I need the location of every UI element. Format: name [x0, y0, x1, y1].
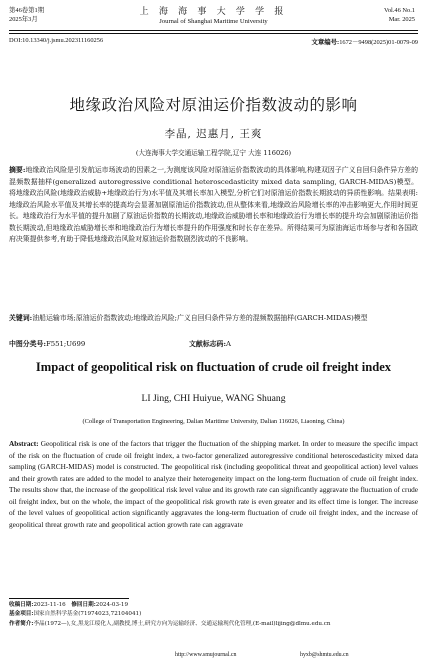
header-journal-name [0, 5, 427, 26]
date-en: Mar. 2025 [388, 16, 415, 23]
received-label: 收稿日期: [9, 602, 34, 608]
article-no: 1672－9498(2025)01-0079-09 [339, 39, 418, 46]
abstract-en-text: Geopolitical risk is one of the factors that trigger the fluctuation of the shipping market. In order to measure the specific impact of the risk on the fluctuation of crude oil freight index, a two-factor generalized autoregressive conditional heteroscedasticity mixed data sampling (GARCH-MIDAS) model is constructed. The geopolitical risk (including geopolitical threat and geopolitical action) level values and their growth rates are added to the model to analyze their heterogeneity impact on the long-term fluctuation of crude oil freight index. The results show that, the increase of the geopolitical risk level value and its growth rate can significantly aggravate the fluctuation of crude oil freight index, but on the whole, the impact of the geopolitical risk growth rate is even greater and its effect time is longer. The increase of the level values of geopolitical action significantly aggravates the long-term fluctuation of crude oil freight index, and the increase of geopolitical threat growth rate and geopolitical action growth rate can aggravate [9, 439, 419, 529]
affiliation-en: (College of Transportation Engineering, Dalian Maritime University, Dalian 116026, Liaoning, China) [82, 418, 345, 425]
doi: DOI:10.13340/j.jsmu.202311160256 [9, 37, 104, 44]
header-issue-en [384, 6, 415, 24]
journal-name-en: Journal of Shanghai Maritime University [159, 18, 268, 25]
journal-header [0, 0, 427, 34]
journal-email[interactable]: hyxb@shmtu.edu.cn [300, 652, 349, 658]
author-footnote [9, 620, 418, 629]
date-cn: 2025年3月 [9, 16, 38, 23]
abstract-cn-text: 地缘政治风险是引发航运市场波动的因素之一,为测度该风险对原油运价指数波动的具体影响,构建双因子广义自回归条件异方差的混频数据抽样(generalized autoregressive conditional heteroscedasticity mixed data sampling, GARCH-MIDAS)模型。将地缘政治风险(地缘政治威胁+地缘政治行为)水平值及其增长率加入模型,分析它们对原油运价指数长期波动的异质性影响。结果表明:地缘政治风险水平值及其增长率的提高均会显著加剧原油运价指数波动,但从整体来看,地缘政治风险增长率的冲击影响更大,作用时间更长。地缘政治行为水平值的提升加剧了原油运价指数的长期波动,地缘政治威胁增长率和地缘政治行为增长率的提升均会加剧原油运价指数长期波动,但地缘政治威胁增长率和地缘政治行为增长率提升的作用强度和时长存在差异。所得结果可为原油海运市场参与者和各国政府决策提供参考,有助于降低地缘政治风险对原油运价指数剧烈波动的不良影响。 [9, 166, 418, 243]
article-number [311, 37, 418, 46]
keywords-cn-text: 油船运输市场;原油运价指数波动;地缘政治风险;广义自回归条件异方差的混频数据抽样(GARCH-MIDAS)模型 [32, 314, 368, 322]
volume-cn: 第46卷第1期 [9, 7, 45, 14]
fund-label: 基金项目: [9, 611, 34, 618]
abstract-cn [9, 165, 418, 246]
affiliation-cn: (大连海事大学交通运输工程学院,辽宁 大连 116026) [135, 149, 292, 157]
journal-url[interactable]: http://www.smujournal.cn [175, 652, 237, 658]
revised-date: 2024-03-19 [95, 602, 129, 608]
fund-text: 国家自然科学基金(71974023,72104041) [33, 611, 142, 618]
keywords-cn-label: 关键词: [9, 314, 33, 322]
authors-en: LI Jing, CHI Huiyue, WANG Shuang [141, 393, 286, 404]
fund-footnote [9, 610, 418, 619]
title-cn: 地缘政治风险对原油运价指数波动的影响 [69, 96, 358, 114]
footnote-rule [9, 598, 129, 599]
revised-label: 修回日期: [71, 602, 96, 608]
author-bio-label: 作者简介: [9, 620, 34, 627]
abstract-en-label: Abstract: [9, 439, 39, 448]
title-en: Impact of geopolitical risk on fluctuation of crude oil freight index [35, 360, 392, 374]
document-code [189, 338, 231, 348]
doi-line [9, 37, 418, 44]
abstract-cn-label: 摘要: [9, 166, 26, 174]
doc-code-label: 文献标志码: [189, 340, 226, 348]
clc-value: F551;U699 [46, 340, 86, 348]
clc-label: 中图分类号: [9, 340, 46, 348]
header-rule-thin [9, 33, 418, 34]
keywords-cn [9, 313, 418, 325]
journal-name-cn: 上 海 海 事 大 学 学 报 [139, 6, 288, 16]
dates-footnote [9, 601, 418, 610]
authors-cn: 李晶, 迟惠月, 王爽 [164, 128, 263, 140]
author-bio-text: 李晶(1972—),女,黑龙江绥化人,副教授,博士,研究方向为运输经济、交通运输现代化管理,(E-mail)lijing@dlmu.edu.cn [33, 620, 331, 627]
abstract-en [9, 438, 418, 530]
classification-line [9, 338, 231, 348]
received-date: 2023-11-16 [33, 602, 66, 608]
footnotes [9, 601, 418, 629]
header-rule-thick [9, 30, 418, 31]
article-label: 文章编号: [311, 39, 340, 46]
volume-en: Vol.46 No.1 [384, 7, 415, 14]
doc-code-value: A [226, 340, 231, 348]
